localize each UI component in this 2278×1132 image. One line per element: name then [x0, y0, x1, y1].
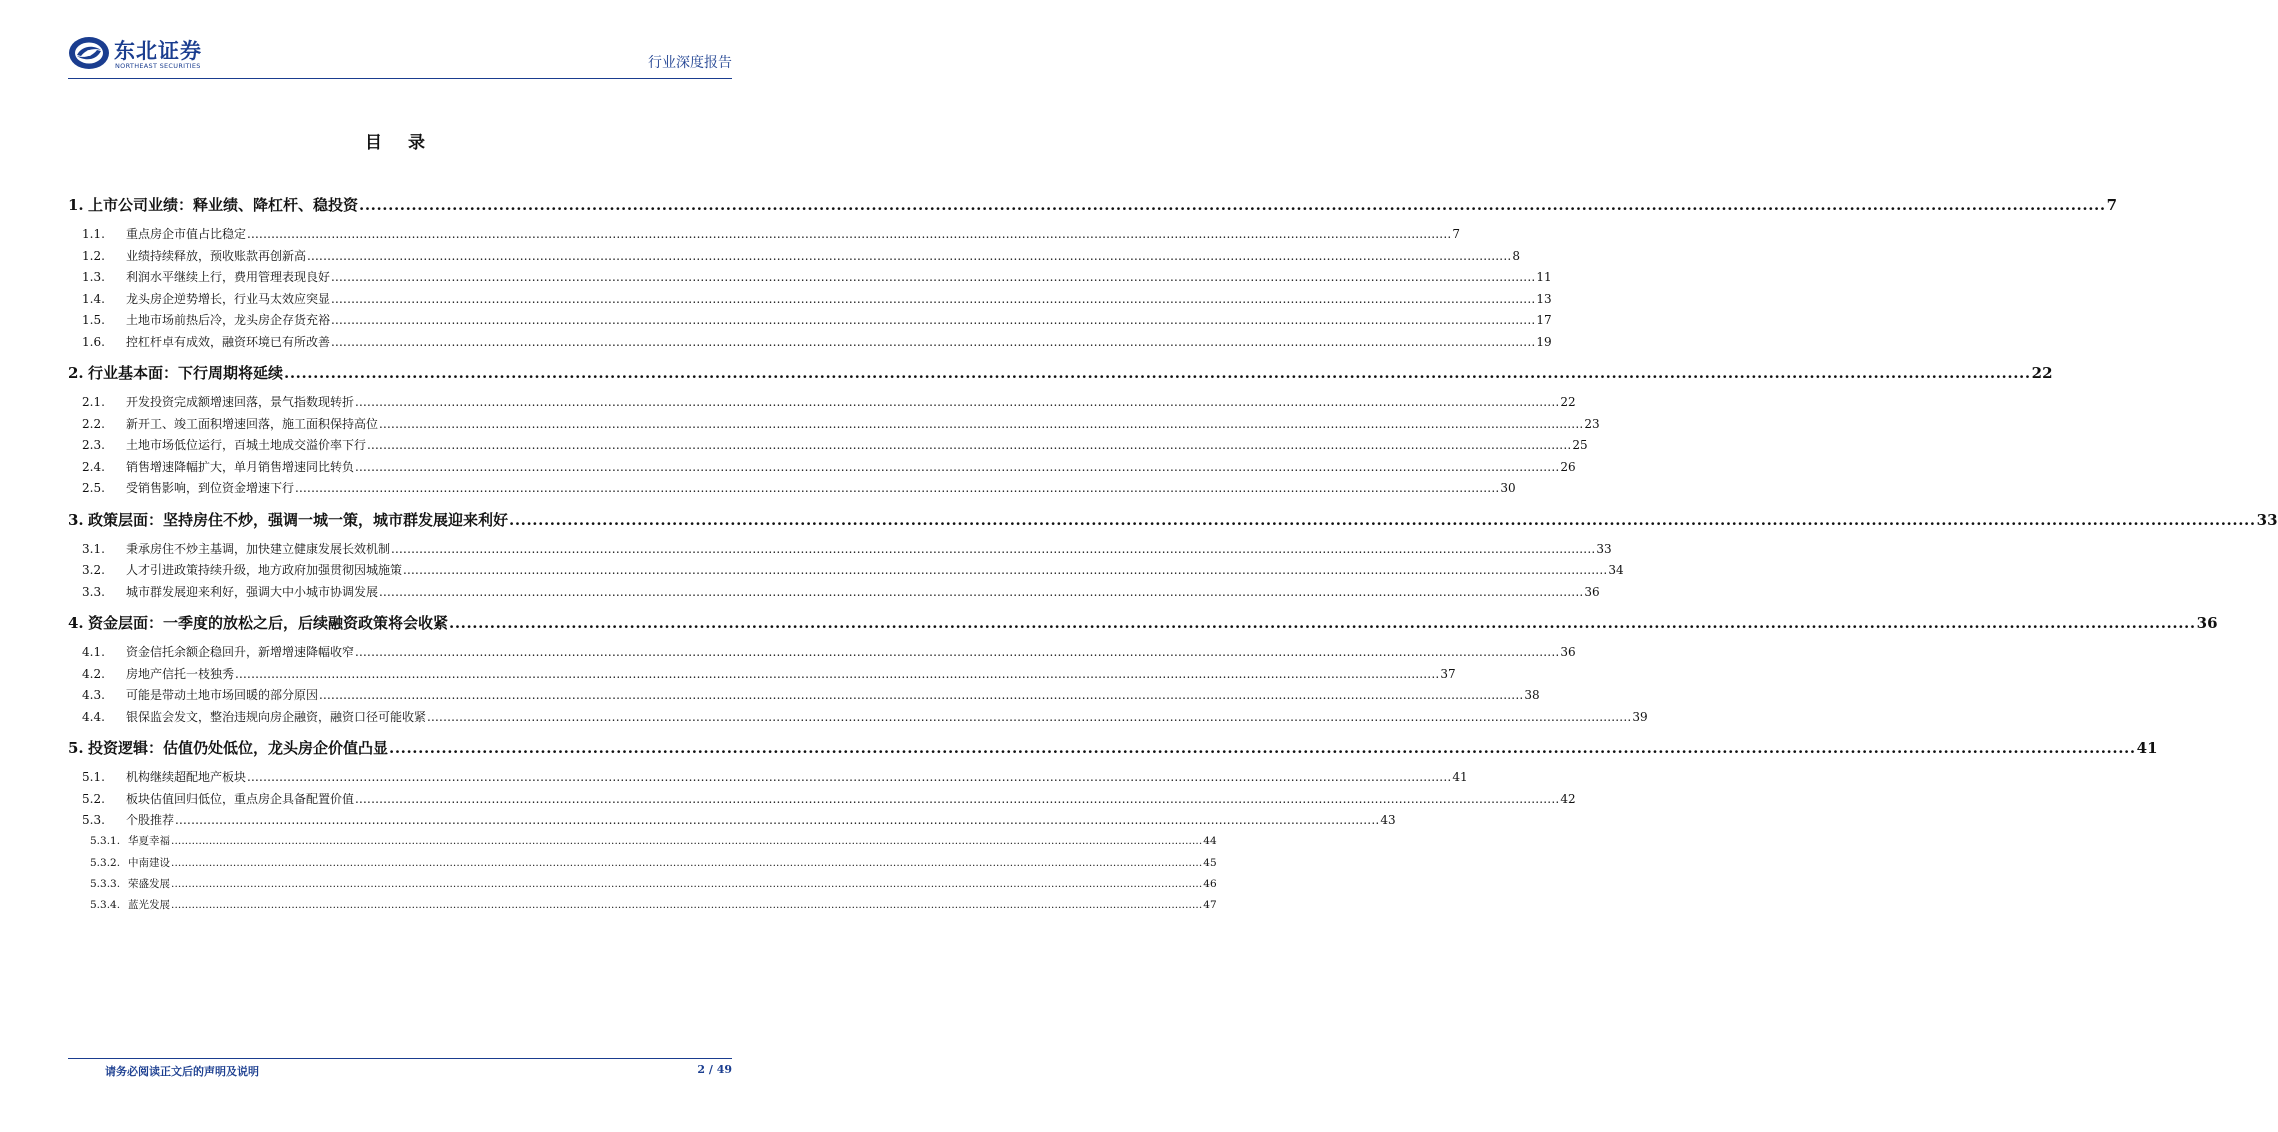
toc-entry-number: 5.3. [82, 813, 105, 827]
toc-entry-number: 1.4. [82, 291, 105, 306]
toc-entry-level-2[interactable] [68, 707, 1648, 729]
toc-entry-number: 3. [68, 510, 84, 529]
toc-entry-level-1[interactable] [68, 194, 2118, 216]
toc-entry-level-2[interactable] [68, 267, 1552, 289]
toc-leader-dots: ............................................................................................................................................................................................................................................................................................................ [331, 334, 1536, 349]
toc-entry-page: 25 [1572, 438, 1588, 452]
toc-entry-level-2[interactable] [68, 539, 1612, 561]
toc-leader-dots: ............................................................................................................................................................................................................................................................................................................ [319, 688, 1524, 702]
toc-entry-page: 36 [2196, 614, 2218, 632]
toc-entry-number: 1. [68, 196, 84, 214]
toc-entry-page: 46 [1203, 877, 1217, 890]
header-divider [68, 78, 732, 79]
toc-entry-title: 蓝光发展 [128, 899, 170, 912]
toc-entry-title: 土地市场前热后冷，龙头房企存货充裕 [126, 313, 331, 327]
toc-leader-dots: ............................................................................................................................................................................................................................................................................................................ [171, 899, 1203, 912]
table-of-contents [68, 185, 2278, 916]
toc-entry-title: 受销售影响，到位资金增速下行 [126, 481, 295, 495]
toc-entry-page: 47 [1203, 899, 1217, 912]
toc-entry-title: 利润水平继续上行，费用管理表现良好 [126, 270, 331, 284]
toc-leader-dots: ............................................................................................................................................................................................................................................................................................................ [355, 791, 1560, 806]
logo-emblem-icon [68, 36, 110, 70]
toc-leader-dots: ............................................................................................................................................................................................................................................................................................................ [403, 563, 1608, 577]
toc-entry-title: 业绩持续释放，预收账款再创新高 [126, 248, 307, 263]
toc-entry-page: 26 [1560, 459, 1576, 474]
toc-entry-level-2[interactable] [68, 789, 1576, 811]
toc-entry-level-2[interactable] [68, 664, 1456, 686]
toc-entry-page: 36 [1560, 645, 1576, 659]
toc-leader-dots: ............................................................................................................................................................................................................................................................................................................ [367, 438, 1572, 452]
toc-entry-number: 3.3. [82, 584, 105, 599]
toc-entry-title: 控杠杆卓有成效，融资环境已有所改善 [126, 334, 331, 349]
toc-entry-number: 2.4. [82, 459, 105, 474]
page-number: 2 / 49 [697, 1063, 732, 1076]
toc-entry-level-1[interactable] [68, 737, 2158, 759]
toc-entry-title: 政策层面：坚持房住不炒，强调一城一策，城市群发展迎来利好 [88, 510, 509, 529]
toc-entry-page: 22 [2031, 364, 2053, 382]
toc-leader-dots: ............................................................................................................................................................................................................................................................................................................ [331, 291, 1536, 306]
toc-leader-dots: ............................................................................................................................................................................................................................................................................................................ [359, 196, 2106, 214]
toc-leader-dots: ............................................................................................................................................................................................................................................................................................................ [171, 877, 1203, 890]
toc-entry-page: 8 [1512, 248, 1520, 263]
toc-entry-level-2[interactable] [68, 685, 1540, 707]
toc-entry-title: 投资逻辑：估值仍处低位，龙头房企价值凸显 [88, 739, 389, 757]
toc-entry-page: 13 [1536, 291, 1552, 306]
toc-leader-dots: ............................................................................................................................................................................................................................................................................................................ [355, 459, 1560, 474]
toc-leader-dots: ............................................................................................................................................................................................................................................................................................................ [355, 395, 1560, 409]
toc-leader-dots: ............................................................................................................................................................................................................................................................................................................ [171, 835, 1203, 848]
toc-entry-page: 7 [2106, 196, 2118, 214]
toc-entry-level-2[interactable] [68, 289, 1552, 311]
toc-entry-page: 34 [1608, 563, 1624, 577]
toc-leader-dots: ............................................................................................................................................................................................................................................................................................................ [331, 270, 1536, 284]
toc-leader-dots: ............................................................................................................................................................................................................................................................................................................ [449, 614, 2196, 632]
toc-entry-number: 2.1. [82, 395, 105, 409]
toc-entry-title: 机构继续超配地产板块 [126, 770, 247, 784]
toc-leader-dots: ............................................................................................................................................................................................................................................................................................................ [307, 248, 1512, 263]
toc-entry-title: 土地市场低位运行，百城土地成交溢价率下行 [126, 438, 367, 452]
toc-entry-number: 4.2. [82, 666, 105, 681]
toc-entry-page: 42 [1560, 791, 1576, 806]
toc-entry-number: 5.3.3. [90, 877, 121, 890]
toc-entry-title: 可能是带动土地市场回暖的部分原因 [126, 688, 319, 702]
toc-entry-level-3[interactable] [68, 895, 1217, 916]
toc-entry-page: 23 [1584, 416, 1600, 431]
toc-entry-level-1[interactable] [68, 509, 2278, 531]
toc-entry-title: 人才引进政策持续升级，地方政府加强贯彻因城施策 [126, 563, 403, 577]
toc-entry-page: 41 [2136, 739, 2158, 757]
toc-entry-title: 开发投资完成额增速回落，景气指数现转折 [126, 395, 355, 409]
toc-entry-number: 4. [68, 614, 84, 632]
toc-entry-title: 个股推荐 [126, 813, 175, 827]
toc-entry-page: 19 [1536, 334, 1552, 349]
toc-entry-title: 秉承房住不炒主基调，加快建立健康发展长效机制 [126, 541, 391, 556]
toc-entry-level-2[interactable] [68, 767, 1468, 789]
toc-entry-title: 房地产信托一枝独秀 [126, 666, 235, 681]
toc-entry-level-2[interactable] [68, 310, 1552, 332]
toc-entry-page: 37 [1440, 666, 1456, 681]
toc-entry-title: 资金信托余额企稳回升，新增增速降幅收窄 [126, 645, 355, 659]
toc-entry-level-2[interactable] [68, 457, 1576, 479]
toc-entry-number: 2.5. [82, 481, 105, 495]
toc-entry-number: 2.3. [82, 438, 105, 452]
toc-entry-level-2[interactable] [68, 642, 1576, 664]
company-logo [68, 34, 268, 74]
toc-entry-page: 33 [2256, 510, 2278, 529]
toc-entry-level-2[interactable] [68, 414, 1600, 436]
toc-leader-dots: ............................................................................................................................................................................................................................................................................................................ [331, 313, 1536, 327]
toc-entry-number: 1.6. [82, 334, 105, 349]
toc-entry-page: 38 [1524, 688, 1540, 702]
toc-leader-dots: ............................................................................................................................................................................................................................................................................................................ [247, 227, 1452, 241]
toc-entry-title: 板块估值回归低位，重点房企具备配置价值 [126, 791, 355, 806]
toc-entry-page: 45 [1203, 856, 1217, 869]
toc-leader-dots: ............................................................................................................................................................................................................................................................................................................ [235, 666, 1440, 681]
toc-entry-number: 3.1. [82, 541, 105, 556]
toc-leader-dots: ............................................................................................................................................................................................................................................................................................................ [247, 770, 1452, 784]
toc-entry-number: 2.2. [82, 416, 105, 431]
toc-entry-page: 39 [1632, 709, 1648, 724]
toc-leader-dots: ............................................................................................................................................................................................................................................................................................................ [175, 813, 1380, 827]
toc-entry-number: 1.2. [82, 248, 105, 263]
toc-entry-level-2[interactable] [68, 582, 1600, 604]
toc-entry-number: 5.3.4. [90, 899, 121, 912]
toc-leader-dots: ............................................................................................................................................................................................................................................................................................................ [391, 541, 1596, 556]
footer-divider [68, 1058, 732, 1059]
footer-disclaimer: 请务必阅读正文后的声明及说明 [105, 1065, 259, 1078]
toc-entry-number: 4.4. [82, 709, 105, 724]
toc-entry-level-1[interactable] [68, 362, 2053, 384]
toc-entry-level-2[interactable] [68, 246, 1520, 268]
toc-entry-page: 36 [1584, 584, 1600, 599]
toc-entry-title: 中南建设 [128, 856, 170, 869]
toc-entry-title: 城市群发展迎来利好，强调大中小城市协调发展 [126, 584, 379, 599]
toc-entry-title: 行业基本面：下行周期将延续 [88, 364, 284, 382]
toc-title: 目 录 [365, 133, 435, 153]
toc-leader-dots: ............................................................................................................................................................................................................................................................................................................ [379, 584, 1584, 599]
toc-entry-page: 17 [1536, 313, 1552, 327]
toc-leader-dots: ............................................................................................................................................................................................................................................................................................................ [389, 739, 2136, 757]
toc-entry-page: 30 [1500, 481, 1516, 495]
toc-entry-page: 41 [1452, 770, 1468, 784]
toc-entry-title: 银保监会发文，整治违规向房企融资，融资口径可能收紧 [126, 709, 427, 724]
toc-leader-dots: ............................................................................................................................................................................................................................................................................................................ [509, 510, 2256, 529]
toc-entry-level-2[interactable] [68, 224, 1460, 246]
toc-entry-level-2[interactable] [68, 810, 1396, 832]
toc-entry-number: 3.2. [82, 563, 105, 577]
toc-entry-level-2[interactable] [68, 435, 1588, 457]
toc-entry-page: 22 [1560, 395, 1576, 409]
toc-entry-level-3[interactable] [68, 853, 1217, 874]
toc-entry-number: 2. [68, 364, 84, 382]
toc-entry-page: 43 [1380, 813, 1396, 827]
toc-leader-dots: ............................................................................................................................................................................................................................................................................................................ [427, 709, 1632, 724]
toc-entry-level-3[interactable] [68, 832, 1217, 853]
toc-entry-level-2[interactable] [68, 478, 1516, 500]
toc-entry-title: 销售增速降幅扩大，单月销售增速同比转负 [126, 459, 355, 474]
toc-leader-dots: ............................................................................................................................................................................................................................................................................................................ [355, 645, 1560, 659]
toc-entry-number: 5.3.2. [90, 856, 121, 869]
toc-entry-title: 华夏幸福 [128, 835, 170, 848]
toc-entry-number: 1.5. [82, 313, 105, 327]
toc-entry-number: 4.3. [82, 688, 105, 702]
toc-entry-page: 44 [1203, 835, 1217, 848]
toc-entry-level-1[interactable] [68, 612, 2218, 634]
toc-entry-number: 4.1. [82, 645, 105, 659]
toc-leader-dots: ............................................................................................................................................................................................................................................................................................................ [284, 364, 2031, 382]
toc-entry-level-2[interactable] [68, 560, 1624, 582]
toc-entry-page: 7 [1452, 227, 1460, 241]
toc-entry-title: 重点房企市值占比稳定 [126, 227, 247, 241]
toc-entry-title: 上市公司业绩：释业绩、降杠杆、稳投资 [88, 196, 359, 214]
toc-entry-title: 龙头房企逆势增长，行业马太效应突显 [126, 291, 331, 306]
logo-chinese-name: 东北证券 [114, 39, 202, 63]
toc-entry-number: 5.1. [82, 770, 105, 784]
toc-entry-number: 1.3. [82, 270, 105, 284]
toc-entry-page: 11 [1536, 270, 1552, 284]
toc-leader-dots: ............................................................................................................................................................................................................................................................................................................ [171, 856, 1203, 869]
toc-entry-number: 1.1. [82, 227, 105, 241]
toc-entry-number: 5.3.1. [90, 835, 121, 848]
toc-entry-level-2[interactable] [68, 332, 1552, 354]
toc-entry-page: 33 [1596, 541, 1612, 556]
toc-leader-dots: ............................................................................................................................................................................................................................................................................................................ [295, 481, 1500, 495]
logo-english-name: NORTHEAST SECURITIES [115, 62, 201, 70]
page-header [68, 34, 732, 74]
toc-entry-level-2[interactable] [68, 392, 1576, 414]
toc-entry-title: 荣盛发展 [128, 877, 170, 890]
toc-entry-level-3[interactable] [68, 874, 1217, 895]
toc-entry-title: 新开工、竣工面积增速回落，施工面积保持高位 [126, 416, 379, 431]
toc-entry-number: 5. [68, 739, 84, 757]
toc-entry-number: 5.2. [82, 791, 105, 806]
report-type-label: 行业深度报告 [648, 55, 732, 71]
toc-leader-dots: ............................................................................................................................................................................................................................................................................................................ [379, 416, 1584, 431]
toc-entry-title: 资金层面：一季度的放松之后，后续融资政策将会收紧 [88, 614, 449, 632]
